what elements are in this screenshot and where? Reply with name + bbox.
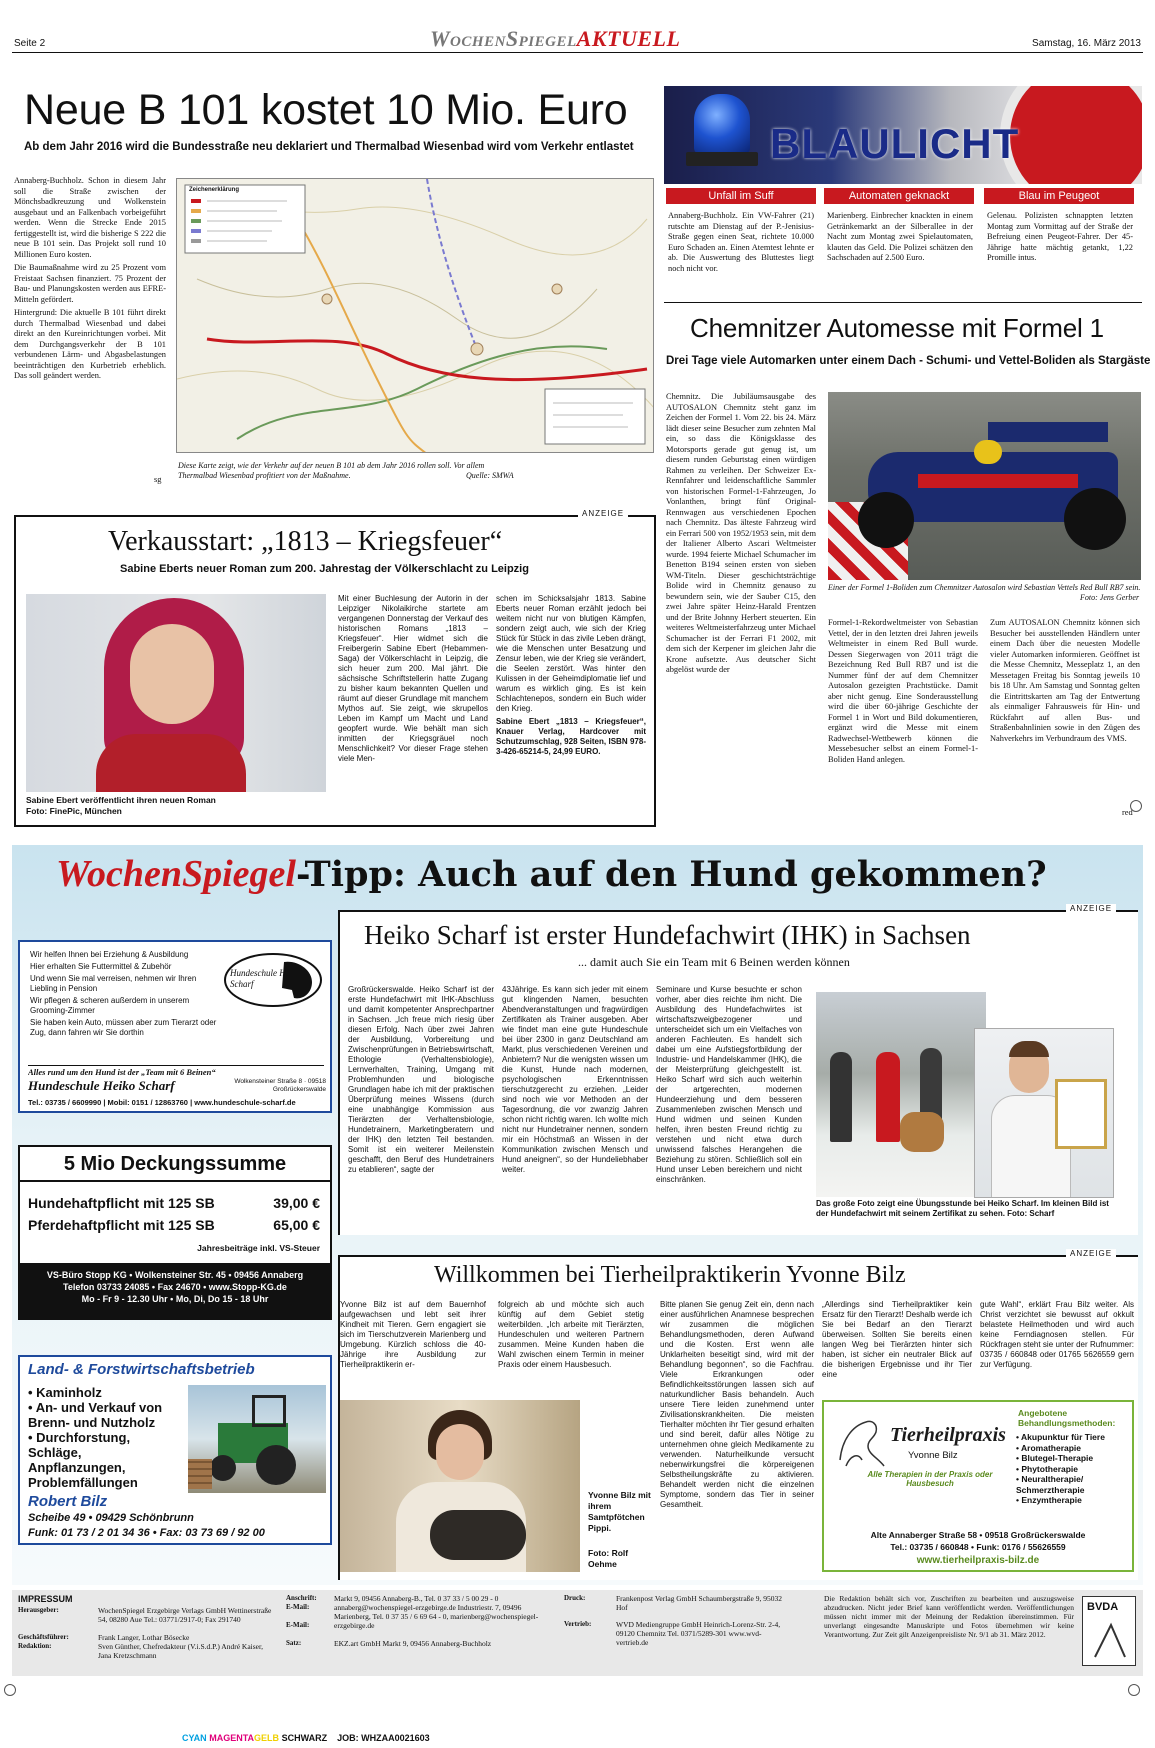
method-item: • Phytotherapie	[1016, 1463, 1079, 1474]
forst-address: Scheibe 49 • 09429 Schönbrunn	[28, 1512, 194, 1524]
hundeschule-name: Hundeschule Heiko Scharf	[28, 1078, 175, 1093]
deckung-row-2-price: 65,00 €	[273, 1217, 320, 1233]
hundeschule-contact: Tel.: 03735 / 6609990 | Mobil: 0151 / 12863760 | www.hundeschule-scharf.de	[28, 1098, 296, 1107]
wheel-front	[858, 492, 914, 548]
hundeschule-services	[30, 950, 220, 1038]
impressum-address-labels	[286, 1594, 330, 1648]
blaulicht-rule	[664, 302, 1142, 303]
color-gelb: GELB	[254, 1733, 280, 1743]
forst-item: • Kaminholz	[28, 1385, 102, 1400]
impressum-label: E-Mail:	[286, 1621, 310, 1629]
header-rule	[12, 52, 1143, 53]
car-wing	[988, 422, 1108, 442]
service-item: Hier erhalten Sie Futtermittel & Zubehör	[30, 962, 172, 971]
wheel-rear	[1064, 488, 1126, 550]
kriegsfeuer-anzeige: ANZEIGE	[578, 509, 628, 518]
blaulicht-tab-3: Blau im Peugeot	[984, 188, 1134, 204]
impressum-title: IMPRESSUM	[18, 1594, 73, 1604]
praxis-motto: Alle Therapien in der Praxis oder Hausbesuch	[867, 1470, 993, 1488]
lead-paragraph: Die Baumaßnahme wird zu 25 Prozent vom Freistaat Sachsen finanziert. 75 Prozent der Bau- und Planungskosten werden aus EFRE-Mitteln gefördert.	[14, 263, 166, 304]
author-photo-caption: Sabine Ebert veröffentlicht ihren neuen Roman	[26, 795, 216, 805]
horse-dog-cat-icon	[832, 1410, 894, 1472]
method-item: • Neuraltherapie/ Schmerztherapie	[1016, 1474, 1085, 1495]
impressum	[12, 1590, 1143, 1676]
masthead-section: AKTUELL	[576, 26, 681, 51]
color-magenta: MAGENTA	[209, 1733, 255, 1743]
forst-item: • An- und Verkauf von Brenn- und Nutzholz	[28, 1400, 163, 1430]
blaulicht-tab-1: Unfall im Suff	[666, 188, 816, 204]
deckung-row-1-label: Hundehaftpflicht mit 125 SB	[28, 1195, 215, 1211]
bilz-col-5: gute Wahl“, erklärt Frau Bilz weiter. Als Christ verzichtet sie bewusst auf okkult belastete Heilmethoden und wird auch keine Ferndiagnosen stellen. Für Rückfragen steht sie unter der Rufnummer: 03735 / 660848 oder 01765 5626559 gern zur Verfügung.	[980, 1300, 1134, 1369]
map-source: Quelle: SMWA	[466, 471, 514, 480]
author-photo-credit: Foto: FinePic, München	[26, 806, 122, 816]
impressum-label: E-Mail:	[286, 1603, 310, 1611]
impressum-note: Die Redaktion behält sich vor, Zuschriften zu bearbeiten und auszugsweise abzudrucken. Nicht jeder Brief kann veröffentlicht werden. Veröffentlichungen müssen nicht immer mit der Meinung der Redaktion übereinstimmen. Für unverlangt eingesandte Manuskripte und Fotos übernehmen wir keine Verantwortung. Zur Zeit gilt Anzeigenpreisliste Nr. 9/1 ab 31. März 2012.	[824, 1594, 1074, 1639]
praxis-phone: Tel.: 03735 / 660848 • Funk: 0176 / 55626559	[890, 1542, 1066, 1552]
deckung-row-1-price: 39,00 €	[273, 1195, 320, 1211]
tipp-title	[56, 852, 1047, 896]
lead-subhead: Ab dem Jahr 2016 wird die Bundesstraße neu deklariert und Thermalbad Wiesenbad wird vom Verkehr entlastet	[24, 141, 634, 153]
blaulicht-text-2: Marienberg. Einbrecher knackten in einem Getränkemarkt an der Silberallee in der Nacht zum Montag zwei Spielautomaten, klauten das Geld. Die Polizei schätzen den Sachschaden auf 2.500 Euro.	[827, 211, 973, 262]
kriegsfeuer-col-2-text: schen im Schicksalsjahr 1813. Sabine Eberts neuer Roman erzählt jedoch bei weitem nicht nur von blutigen Kämpfen, sondern zeigt auch, wie sich der Krieg Stück für Stück in das zivile Leben drängt, wie die Menschen unter Besatzung und Zensur leben, wie der Krieg sie verändert, die Seelen zerstört. Was hinter den Kulissen in der Geheimdiplomatie lief und warum es wirklich ging. Es ist kein Schlachtenepos, sondern ein Buch wider den Krieg.	[496, 594, 646, 713]
blaulicht-banner	[664, 86, 1142, 184]
scharf-anzeige: ANZEIGE	[1066, 904, 1116, 913]
bilz-col-4: „Allerdings sind Tierheilpraktiker kein Ersatz für den Tierarzt! Deshalb werde ich Sie bei Bedarf an den Tierarzt überweisen. Sollten Sie bereits einen langen Weg bei Tierärzten hinter sich haben, ist sicher ein neutraler Blick auf die bisherigen Ergebnisse und ihr Tier eine	[822, 1300, 972, 1379]
impressum-label: Redaktion:	[18, 1642, 52, 1650]
route-map-graphic	[177, 179, 654, 453]
registration-mark-right-top	[1130, 800, 1142, 812]
kriegsfeuer-subhead: Sabine Eberts neuer Roman zum 200. Jahrestag der Völkerschlacht zu Leipzig	[120, 563, 529, 575]
impressum-label: Satz:	[286, 1639, 302, 1647]
forst-phone: Funk: 01 73 / 2 01 34 36 • Fax: 03 73 69 / 92 00	[28, 1527, 265, 1539]
color-schwarz: SCHWARZ	[281, 1733, 328, 1743]
bilz-cat-photo	[340, 1400, 580, 1572]
author-photo	[26, 594, 326, 792]
deckung-row-2-label: Pferdehaftpflicht mit 125 SB	[28, 1217, 215, 1233]
automesse-signature: red	[1122, 808, 1133, 817]
bilz-headline: Willkommen bei Tierheilpraktikerin Yvonne Bilz	[434, 1262, 906, 1288]
impressum-publisher: WochenSpiegel Erzgebirge Verlags GmbH Wettinerstraße 54, 08280 Aue Tel.: 03771/2917-0; Fax 291740	[98, 1606, 272, 1624]
author-shirt	[96, 734, 246, 792]
tractor-photo	[188, 1385, 326, 1493]
tractor-wheel	[256, 1445, 296, 1485]
bilz-face	[436, 1424, 484, 1480]
lead-body	[14, 176, 166, 481]
scharf-col-1: Großrückerswalde. Heiko Scharf ist der erste Hundefachwirt mit IHK-Abschluss und damit kompetenter Ansprechpartner in Sachsen. „Ich freue mich riesig über diesen Erfolg. Nach über zwei Jahren der Ausbildung, Vorbereitung und Zwischenprüfungen in Betriebswirtschaft, Ethologie (Verhaltensbiologie), Lernverhalten, Training, Umgang mit Problemhunden und biologische Grundlagen habe ich mit der praktischen Überprüfung meines Wissens (durch eine unabhängige Kommission aus Tierärzten der Verhaltensbiologie, Hundetrainern, Marketingberatern und der IHK) den letzten Teil bestanden. Somit ist ein weiterer Meilenstein geschafft, den Beruf des Hundetrainers zu etablieren“, sagte der	[348, 985, 494, 1174]
masthead-brand: WochenSpiegel	[430, 26, 577, 51]
deckung-note: Jahresbeiträge inkl. VS-Steuer	[197, 1243, 320, 1253]
bilz-anzeige: ANZEIGE	[1066, 1249, 1116, 1258]
method-item: • Enzymtherapie	[1016, 1495, 1082, 1505]
impressum-label: Herausgeber:	[18, 1606, 59, 1614]
deckung-footer-line: Mo - Fr 9 - 12.30 Uhr • Mo, Di, Do 15 - 18 Uhr	[81, 1294, 269, 1304]
method-item: • Aromatherapie	[1016, 1442, 1082, 1453]
impressum-druck: Frankenpost Verlag GmbH Schaumbergstraße 9, 95032 Hof	[616, 1594, 782, 1612]
forst-title: Land- & Forstwirtschaftsbetrieb	[28, 1361, 255, 1378]
formula1-photo	[828, 392, 1141, 580]
automesse-col-1: Chemnitz. Die Jubiläumsausgabe des AUTOSALON Chemnitz steht ganz im Zeichen der Formel 1. Vom 22. bis 24. März lädt dieser seine Besucher zum zehnten Mal ein, so dass die Königsklasse des Motorsports gerade gut genug ist, um diesem runden Geburtstag einen würdigen Rahmen zu verleihen. Der Schweizer Ex-Rennfahrer und leidenschaftliche Sammler von historischen Formel-1-Fahrzeugen, Jo Vonlanthen, bringt fünf Original-Rennwagen aus verschiedenen Epochen nach Chemnitz. Das älteste Fahrzeug wird ein Ferrari 500 von 1952/1953 sein, mit dem der Italiener Alberto Ascari Weltmeister wurde. 1994 feierte Michael Schumacher im Benetton B194 seinen ersten von sieben WM-Titeln. Dieser geschichtsträchtige Bolide wird in Chemnitz genauso zu bewundern sein, wie der Sauber C15, den zwei Jahre später Heinz-Harald Frentzen und der Brite Johnny Herbert steuerten. Ein weiteres Weltmeisterfahrzeug unter Michael Schumacher ist der Ferrari F1 2002, mit dem sich der Kerpener im gleichen Jahr die Krone aufsetzte. Aus deutscher Sicht abgelöst wurde der	[666, 392, 816, 674]
lead-paragraph: Annaberg-Buchholz. Schon in diesem Jahr soll die Straße zwischen der Mönchsbadkreuzung und Wolkenstein ausgebaut und an Falkenbach vorbeigeführt werden. Wenn die Strecke Ende 2015 fertiggestellt ist, wird die bisherige S 222 die neue B 101 sein. Das Projekt soll rund 10 Millionen Euro kosten.	[14, 176, 166, 259]
praxis-address: Alte Annaberger Straße 58 • 09518 Großrückerswalde	[870, 1530, 1086, 1540]
automesse-col-2: Formel-1-Rekordweltmeister von Sebastian Vettel, der in den letzten drei Jahren jeweils Weltmeister in einem Red Bull wurde. Dessen Siegerwagen von 2011 trägt die Bezeichnung Red Bull RB7 und ist die Nummer fünf der auf dem Chemnitzer Autosalon gezeigten Prachtstücke. Damit aber nicht genug. Eine Sonderausstellung wird die über 60-jährige Geschichte der Formel 1 in Wort und Bild dokumentieren, ergänzt wird die Messe mit einem Radwechsel-Wettbewerb können die Messebesucher selbst an einem Formel-1-Boliden Hand anlegen.	[828, 618, 978, 764]
blaulicht-title: BLAULICHT	[770, 120, 1020, 167]
registration-mark-left	[4, 1684, 16, 1696]
deckung-ad	[18, 1145, 332, 1320]
person-figure	[830, 1052, 852, 1142]
impressum-druck-label: Druck:	[564, 1594, 586, 1602]
praxis-web: www.tierheilpraxis-bilz.de	[916, 1555, 1040, 1566]
author-face	[130, 624, 214, 724]
police-sign	[1000, 86, 1142, 184]
tractor-wheel-small	[210, 1455, 236, 1481]
job-id: JOB: WHZAA0021603	[337, 1733, 430, 1743]
forst-ad	[18, 1355, 332, 1545]
kriegsfeuer-col-2	[496, 594, 646, 820]
blaulicht-text-3: Gelenau. Polizisten schnappten letzten Montag zum Vormittag auf der Straße der Befreiung einen Peugeot-Fahrer. Der 45-Jährige hatte mächtig getankt, 1,22 Promille intus.	[987, 211, 1133, 262]
tractor-cab	[252, 1395, 286, 1427]
kriegsfeuer-book-info: Sabine Ebert „1813 – Kriegsfeuer“, Knauer Verlag, Hardcover mit Schutzumschlag, 928 Seiten, ISBN 978-3-426-65214-5, 24,99 EURO.	[496, 717, 646, 756]
certificate-photo	[974, 1028, 1114, 1198]
hundeschule-address: Wolkensteiner Straße 8 · 09518 Großrückerswalde	[234, 1078, 326, 1093]
bilz-col-2: folgreich ab und möchte sich auch künftig auf dem Gebiet stetig weiterbilden. „Ich arbeite mit Tierärzten, Hundeschulen und weiteren Partnern zusammen. Meine Kunden haben die Wahl zwischen einem Termin in meiner Praxis oder einem Hausbesuch.	[498, 1300, 644, 1369]
deckung-title: 5 Mio Deckungssumme	[20, 1153, 330, 1182]
person-figure	[876, 1052, 900, 1142]
man-hair	[1009, 1041, 1049, 1057]
forst-items	[28, 1385, 178, 1490]
praxis-methods	[1016, 1432, 1134, 1506]
praxis-name: Tierheilpraxis	[890, 1424, 1006, 1446]
service-item: Und wenn Sie mal verreisen, nehmen wir Ihren Liebling in Pension	[30, 974, 197, 993]
bilz-col-1: Yvonne Bilz ist auf dem Bauernhof aufgewachsen und lebt seit ihrer Kindheit mit Tieren. Gern engagiert sie sich im Tierschutzverein Marienberg und Umgebung. Kürzlich schloss die 40-Jährige ihre Ausbildung zur Tierheilpraktikerin er-	[340, 1300, 486, 1369]
impressum-address: Markt 9, 09456 Annaberg-B., Tel. 0 37 33 / 5 00 29 - 0 annaberg@wochenspiegel-erzgebirge.de Industriestr. 7, 09496 Marienberg, Tel. 0 37 35 / 6 69 64 - 0, marienberg@wochenspiegel-erzgebirge.de	[334, 1594, 539, 1630]
car-stripe	[918, 474, 1078, 488]
scharf-col-3: Seminare und Kurse besuchte er schon vorher, aber dies reichte ihm nicht. Die Ausbildung des Hundefachwirtes ist wirtschaftszweigbezogener und unterscheidet sich um ein Vielfaches von anderen Fachleuten. Es handelt sich dabei um eine Aufstiegsfortbildung der Industrie- und Handelskammer (IHK), die der Meisterprüfung gleichgestellt ist. Heiko Scharf wird sich auch weiterhin der artgerechten, modernen Hundeerziehung und dem besseren Zusammenleben zwischen Mensch und Hund widmen und seinen Kunden helfen, ihren besten Freund richtig zu verstehen und nicht etwa durch unwissend falsches Herangehen die Beziehung zu stören. Schließlich soll ein Hund unser Leben bereichern und nicht einschränken.	[656, 985, 802, 1184]
map-caption: Diese Karte zeigt, wie der Verkehr auf der neuen B 101 ab dem Jahr 2016 rollen soll. Vor allem Thermalbad Wiesenbad profitiert von der Maßnahme.	[178, 461, 485, 480]
method-item: • Blutegel-Therapie	[1016, 1453, 1094, 1463]
tipp-headline: -Tipp: Auch auf den Hund gekommen?	[295, 854, 1047, 895]
automesse-col-3: Zum AUTOSALON Chemnitz können sich Besucher bei ausstellenden Händlern unter einem Dach über die neuesten Modelle vieler Automarken informieren. Geöffnet ist die Messe Chemnitz, Messeplatz 1, an den Messetagen Freitag bis Sonntag jeweils 10 bis 18 Uhr. Am Samstag und Sonntag gelten die Eintrittskarten am Tag der Entwertung als einmaliger Fahrausweis für Hin- und Rückfahrt auf allen Bus- und Straßenbahnlinien sowie in den Zügen des Nahverkehrs im Verbundraum des VMS.	[990, 618, 1140, 743]
masthead	[430, 26, 680, 52]
bilz-photo-caption: Yvonne Bilz mit ihrem Samtpfötchen Pippi.	[588, 1490, 651, 1533]
service-item: Wir pflegen & scheren außerdem in unserem Grooming-Zimmer	[30, 996, 190, 1015]
impressum-label: Geschäftsführer:	[18, 1633, 69, 1641]
color-cyan: CYAN	[182, 1733, 207, 1743]
service-item: Sie haben kein Auto, müssen aber zum Tierarzt oder Zug, dann fahren wir Sie dorthin	[30, 1018, 217, 1037]
impressum-label: Anschrift:	[286, 1594, 317, 1602]
scharf-col-2: 43Jährige. Es kann sich jeder mit einem gut klingenden Namen, besuchten Abendveranstaltungen und fragwürdigen Zertifikaten als Trainer ausgeben. Aber wie findet man eine gute Hundeschule bei über 2300 in ganz Deutschland am Markt, plus verschiedenen Vereinen und Anbietern? Nur die wenigsten wissen um die Kunst, Hunde nach modernen, psychologischen Erkenntnissen tierschutzgerecht zu erziehen. „Leider sind noch wie vor Methoden an der Tagesordnung, die vor zwanzig Jahren schon nicht richtig waren. Ich wollte mich nicht nur Hundetrainer nennen, sondern mir ein Höchstmaß an Wissen in der Kommunikation zwischen Mensch und Hund aneignen“, so der Hundeliebhaber weiter.	[502, 985, 648, 1174]
formula1-caption: Einer der Formel 1-Boliden zum Chemnitzer Autosalon wird Sebastian Vettels Red Bull RB7 sein.	[828, 583, 1141, 592]
print-color-bar	[182, 1733, 430, 1743]
bilz-col-3: Bitte planen Sie genug Zeit ein, denn nach einer ausführlichen Anamnese besprechen wir zusammen die möglichen Behandlungsmethoden, deren Aufwand und die Kosten. Erst wenn alle Unklarheiten beseitigt sind, wird mit der Behandlung begonnen“, so die Fachfrau. Viele Erkrankungen oder Befindlichkeitsstörungen lassen sich auf naturkundlicher Basis behandeln. Auch unsere Tiere leiden zunehmend unter Zivilisationskrankheiten. Die meisten Tierhalter möchten ihr Tier gesund erhalten und sind bereit, dafür alles Nötige zu unternehmen ohne gleich Medikamente zu verwenden. Naturheilkunde versucht nebenwirkungsfrei die körpereigenen Selbstheilungskräfte zu aktivieren. Behandelt werden nicht die einzelnen Symptome, sondern das Tier in seiner Gesamtheit.	[660, 1300, 814, 1509]
hundeschule-logo-text: Hundeschule H. Scharf	[230, 968, 288, 989]
lead-headline: Neue B 101 kostet 10 Mio. Euro	[24, 86, 628, 134]
forst-name: Robert Bilz	[28, 1493, 108, 1510]
praxis-methods-title: Angebotene Behandlungsmethoden:	[1018, 1408, 1116, 1428]
bvda-mark-icon	[1091, 1621, 1129, 1661]
formula1-credit: Foto: Jens Gerber	[1080, 593, 1140, 602]
service-item: Wir helfen Ihnen bei Erziehung & Ausbildung	[30, 950, 189, 959]
blaulicht-tab-2: Automaten geknackt	[824, 188, 974, 204]
page-number: Seite 2	[14, 38, 46, 49]
cat-figure	[430, 1510, 526, 1560]
deckung-footer-line: Telefon 03733 24085 • Fax 24670 • www.Stopp-KG.de	[63, 1282, 287, 1292]
automesse-headline: Chemnitzer Automesse mit Formel 1	[690, 313, 1104, 343]
bvda-logo	[1082, 1596, 1136, 1666]
hundeschule-motto: Alles rund um den Hund ist der „Team mit 6 Beinen“	[28, 1065, 324, 1077]
impressum-labels	[18, 1606, 98, 1651]
bvda-logo-text: BVDA	[1087, 1601, 1119, 1613]
impressum-vertrieb: WVD Mediengruppe GmbH Heinrich-Lorenz-Str. 2-4, 09120 Chemnitz Tel. 0371/5289-301 www.wvd-vertrieb.de	[616, 1620, 781, 1647]
lead-signature: sg	[154, 475, 162, 484]
route-map	[176, 178, 654, 453]
impressum-managers: Frank Langer, Lothar Bösecke	[98, 1633, 190, 1642]
certificate	[1055, 1079, 1107, 1149]
kriegsfeuer-headline: Verkausstart: „1813 – Kriegsfeuer“	[108, 526, 503, 557]
dog-figure	[900, 1112, 944, 1152]
animal-sketch-graphic	[832, 1410, 894, 1472]
automesse-subhead: Drei Tage viele Automarken unter einem Dach - Schumi- und Vettel-Boliden als Stargäste	[666, 355, 1151, 367]
bilz-photo-credit: Foto: Rolf Oehme	[588, 1548, 629, 1569]
log-pile	[188, 1459, 212, 1489]
registration-mark-right	[1128, 1684, 1140, 1696]
impressum-vertrieb-label: Vertrieb:	[564, 1620, 592, 1628]
method-item: • Akupunktur für Tiere	[1016, 1432, 1105, 1442]
impressum-editors: Sven Günther, Chefredakteur (V.i.S.d.P.) André Kaiser, Jana Kretzschmann	[98, 1642, 264, 1660]
dog-training-photo	[816, 992, 986, 1197]
scharf-subhead: ... damit auch Sie ein Team mit 6 Beinen werden können	[578, 955, 850, 969]
lead-paragraph: Hintergrund: Die aktuelle B 101 führt direkt durch Thermalbad Wiesenbad und dabei direkt an den Kureinrichtungen vorbei. Mit dem Durchgangsverkehr der B 101 verbundenen Lärm- und Abgasbelastungen beeinträchtigen den Kurbetrieb erheblich. Das soll geändert werden.	[14, 308, 166, 380]
issue-date: Samstag, 16. März 2013	[1032, 38, 1141, 49]
praxis-owner: Yvonne Bilz	[908, 1450, 958, 1461]
tipp-brand: WochenSpiegel	[56, 853, 296, 895]
map-legend-title: Zeichenerklärung	[189, 187, 240, 193]
kriegsfeuer-col-1: Mit einer Buchlesung der Autorin in der Leipziger Nikolaikirche startete am vergangenen Donnerstag der Verkauf des historischen Romans „1813 – Kriegsfeuer“. Hier widmet sich die Freibergerin Sabine Ebert (Hebammen-Saga) der Völkerschlacht in Leipzig, die sich heuer zum 200. Mal jährt. Die sächsische Schriftstellerin hatte Zugang zu bisher kaum bekannten Quellen und räumt auf dieser Grundlage mit manchem Mythos auf. Sie zeigt, wie skrupellos Leben im Kampf um Macht und Land geopfert wurde. Wie behält man sich inmitten der Kriegsgräuel noch Menschlichkeit? Vor dieser Frage stehen viele Men-	[338, 594, 488, 763]
deckung-footer-line: VS-Büro Stopp KG • Wolkensteiner Str. 45 • 09456 Annaberg	[46, 1270, 304, 1280]
hundeschule-logo	[222, 950, 324, 1010]
car-helmet	[974, 440, 1002, 464]
impressum-satz: EKZ.art GmbH Markt 9, 09456 Annaberg-Buchholz	[334, 1639, 492, 1648]
siren-base	[686, 152, 758, 166]
siren-light-icon	[694, 94, 750, 154]
scharf-headline: Heiko Scharf ist erster Hundefachwirt (IHK) in Sachsen	[364, 920, 971, 950]
scharf-caption: Das große Foto zeigt eine Übungsstunde bei Heiko Scharf. Im kleinen Bild ist der Hundefachwirt mit seinem Zertifikat zu sehen. Foto: Scharf	[816, 1199, 1109, 1218]
tierheilpraxis-ad	[822, 1400, 1134, 1572]
hundeschule-ad	[18, 940, 332, 1113]
blaulicht-text-1: Annaberg-Buchholz. Ein VW-Fahrer (21) rutschte am Dienstag auf der P.-Jenisius-Straße gegen einen Seat, richtete 10.000 Euro Schaden an. Einen Atemtest lehnte er ab. Die Auswertung des Bluttestes liegt noch nicht vor.	[668, 211, 814, 273]
deckung-footer	[20, 1263, 330, 1318]
forst-item: • Durchforstung, Schläge, Anpflanzungen, Problemfällungen	[28, 1430, 138, 1490]
